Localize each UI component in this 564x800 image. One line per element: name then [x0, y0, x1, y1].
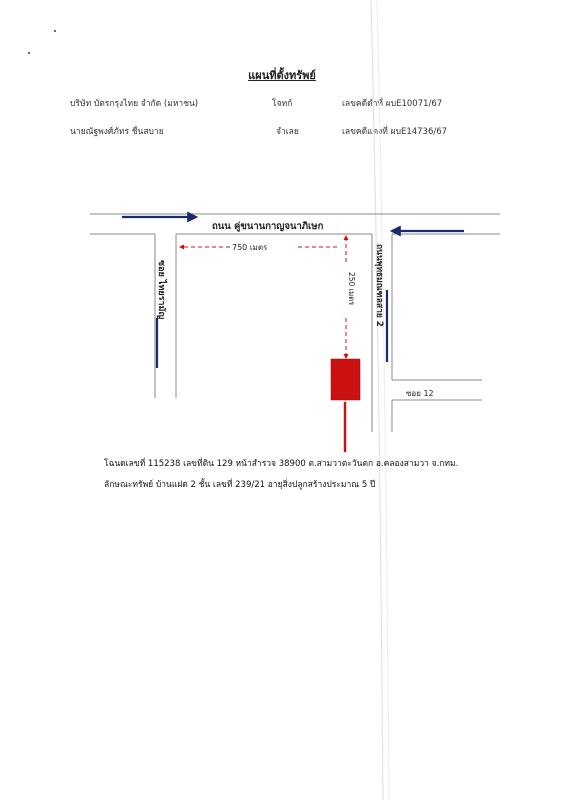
plaintiff-case: เลขคดีดำที่ ผบE10071/67 [342, 99, 443, 109]
defendant-role: จำเลย [276, 127, 299, 137]
title-deed-line: โฉนดเลขที่ 115238 เลขที่ดิน 129 หน้าสำรวจ 38900 ต.สามวาตะวันตก อ.คลองสามวา จ.กทม. [104, 459, 459, 469]
scan-line [371, 0, 389, 800]
defendant-case: เลขคดีแดงที่ ผบE14736/67 [342, 127, 448, 137]
right-road-label: ถนนพุทธมณฑลสาย 2 [374, 244, 384, 327]
page-title: แผนที่ตั้งทรัพย์ [248, 69, 316, 82]
dist-vertical-label: 250 เมตร [347, 272, 356, 306]
road-outlines [90, 214, 500, 432]
traffic-arrows [122, 217, 464, 368]
left-soi-label: ซอย ไทยรามัญ [156, 260, 166, 320]
property-description-line: ลักษณะทรัพย์ บ้านแฝด 2 ชั้น เลขที่ 239/21 อายุสิ่งปลูกสร้างประมาณ 5 ปี [104, 480, 376, 490]
distance-arrows [180, 236, 346, 358]
dist-horizontal-label: 750 เมตร [232, 243, 268, 252]
soi-12-label: ซอย 12 [406, 389, 434, 398]
plaintiff-name: บริษัท บัตรกรุงไทย จำกัด (มหาชน) [70, 99, 199, 109]
defendant-name: นายณัฐพงศ์ภัทร ชื่นสบาย [70, 127, 164, 137]
plaintiff-role: โจทก์ [272, 99, 293, 109]
property-location-marker [331, 359, 360, 400]
main-road-label: ถนน คู่ขนานกาญจนาภิเษก [212, 221, 324, 232]
